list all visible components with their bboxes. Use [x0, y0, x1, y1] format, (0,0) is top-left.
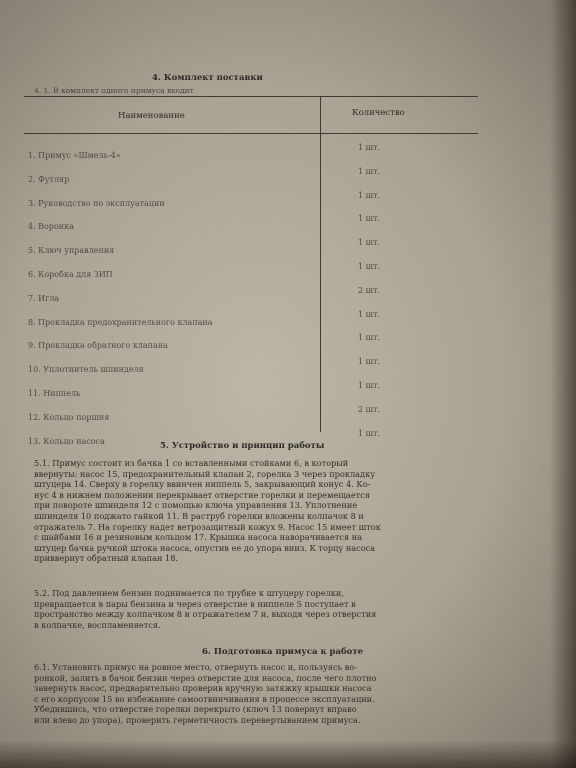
item-name: 13. Кольцо насоса [28, 436, 105, 446]
item-quantity: 1 шт. [358, 166, 381, 176]
column-header-name: Наименование [118, 111, 185, 121]
item-quantity: 1 шт. [358, 333, 381, 343]
section-4-note: 4. 1. В комплект одного примуса входит [34, 86, 194, 95]
table-top-rule [24, 96, 478, 97]
item-quantity: 1 шт. [358, 357, 381, 367]
section-6-title: 6. Подготовка примуса к работе [202, 647, 364, 657]
item-quantity: 1 шт. [358, 428, 381, 438]
item-name: 3. Руководство по эксплуатации [28, 198, 165, 208]
item-name: 11. Ниппель [28, 389, 81, 398]
item-quantity: 1 шт. [358, 190, 381, 200]
item-quantity: 1 шт. [358, 309, 381, 319]
page-edge-shadow [550, 0, 576, 768]
item-name: 6. Коробка для ЗИП [28, 270, 113, 279]
item-quantity: 1 шт. [358, 381, 381, 390]
item-quantity: 2 шт. [358, 285, 381, 295]
item-name: 12. Кольцо поршня [28, 412, 110, 422]
column-header-quantity: Количество [352, 108, 405, 118]
item-name: 8. Прокладка предохранительного клапана [28, 317, 213, 327]
item-quantity: 2 шт. [358, 404, 381, 414]
item-name: 10. Уплотнитель шпинделя [28, 365, 144, 375]
item-quantity: 1 шт. [358, 238, 381, 248]
table-header-rule [24, 133, 478, 134]
item-name: 4. Воронка [28, 222, 74, 232]
item-name: 2. Футляр [28, 174, 70, 184]
item-quantity: 1 шт. [358, 143, 381, 152]
paragraph-6-1: 6.1. Установить примус на ровное место, отвернуть насос и, пользуясь во- ронкой, залить в бачок бензин через отверстие для насоса, после чего плотно завернуть насос, предварительно проверив вручную затяжку крышки насоса с его корпусом 15 во избежание самоотвинчивания в процессе эксплуатации. Убедившись, что отверстие горелки перекрыто (ключ 13 повернут вправо или влево до упора), проверить герметичность перевертыванием примуса. [34, 662, 377, 725]
item-name: 9. Прокладка обратного клапана [28, 341, 168, 351]
item-name: 7. Игла [28, 293, 60, 303]
item-name: 5. Ключ управления [28, 246, 115, 256]
section-5-title: 5. Устройство и принцип работы [160, 441, 325, 451]
page-bottom-shadow [0, 740, 576, 768]
item-name: 1. Примус «Шмель-4» [28, 151, 121, 160]
item-quantity: 1 шт. [358, 262, 381, 271]
section-4-title: 4. Комплект поставки [152, 73, 263, 83]
paragraph-5-2: 5.2. Под давлением бензин поднимается по трубке к штуцеру горелки, превращается в пары бензина и через отверстие в ниппеле 5 поступает в пространство между колпачком 8 и отражателем 7 и, выходя через отверстия в колпачке, воспламеняется. [34, 588, 377, 630]
paragraph-5-1: 5.1. Примус состоит из бачка 1 со вставленными стойками 6, в который ввернуты: насос 15, предохранительный клапан 2, горелка 3 через прокладку штуцера 14. Сверху в горелку ввинчен ниппель 5, закрывающий конус 4. Ко- нус 4 в нижнем положении перекрывает отверстие горелки и перемещается при повороте шпинделя 12 с помощью ключа управления 13. Уплотнение шпинделя 10 поджато гайкой 11. В раструб горелки вложены колпачок 8 и отражатель 7. На горелку надет ветрозащитный кожух 9. Насос 15 имеет шток с шайбами 16 и резиновым кольцом 17. Крышка насоса наворачивается на штуцер бачка ручкой штока насоса, опустив ее до упора вниз. К торцу насоса приввернут обратный клапан 18. [34, 458, 381, 564]
table-column-divider [320, 96, 321, 432]
item-quantity: 1 шт. [358, 214, 381, 224]
